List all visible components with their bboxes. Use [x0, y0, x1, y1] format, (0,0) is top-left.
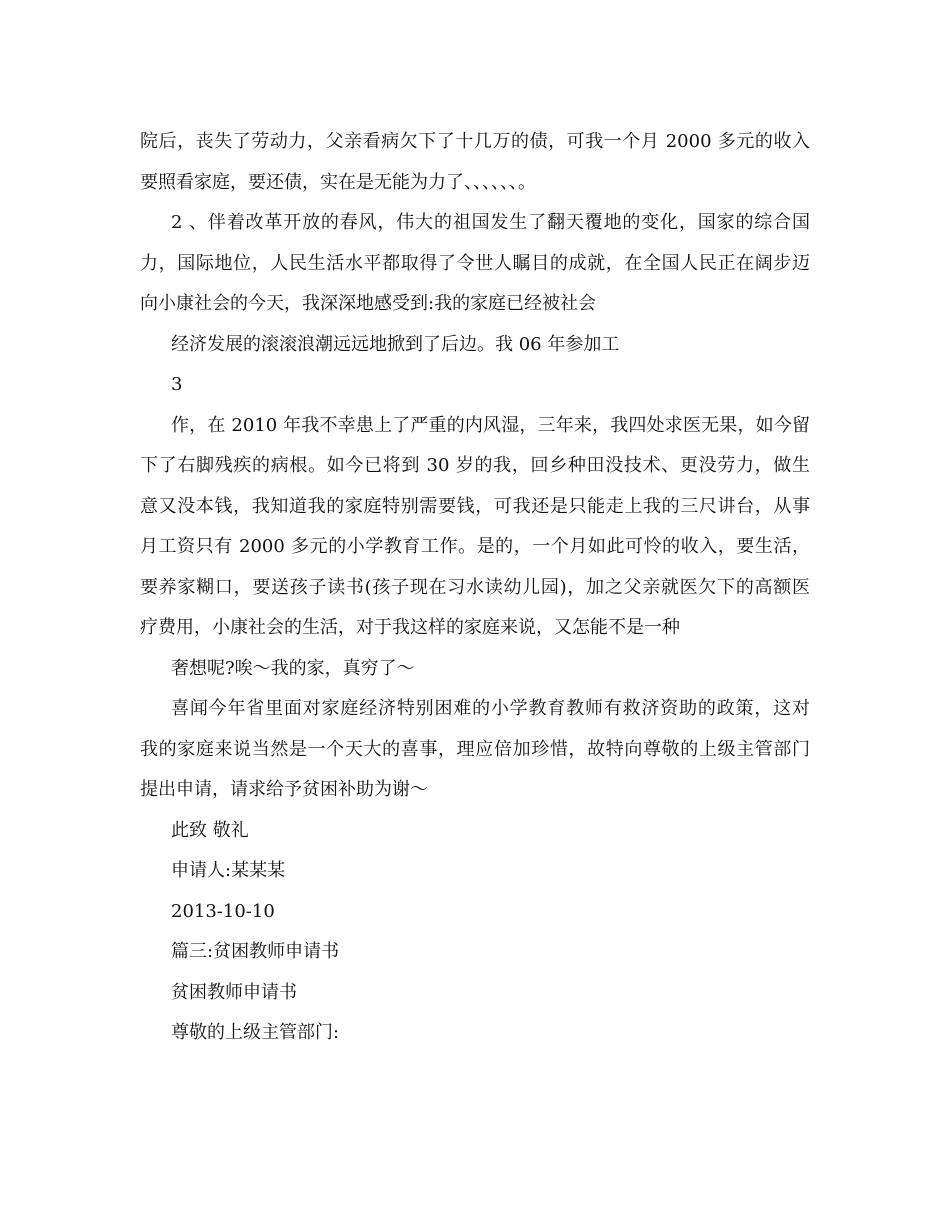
text-line: 提出申请，请求给予贫困补助为谢～ — [140, 779, 428, 800]
closing-salutation: 此致 敬礼 — [171, 819, 249, 841]
text-line: 我的家庭来说当然是一个天大的喜事，理应倍加珍惜，故特向尊敬的上级主管部门 — [140, 738, 810, 760]
letter-date: 2013-10-10 — [171, 900, 275, 922]
letter-title: 贫困教师申请书 — [171, 981, 297, 1003]
text-line: 力，国际地位，人民生活水平都取得了令世人瞩目的成就，在全国人民正在阔步迈 — [140, 252, 810, 274]
applicant-name: 申请人:某某某 — [171, 860, 286, 881]
text-line: 2 、伴着改革开放的春风，伟大的祖国发生了翻天覆地的变化，国家的综合国 — [171, 212, 810, 233]
text-line: 疗费用，小康社会的生活，对于我这样的家庭来说，又怎能不是一种 — [140, 617, 680, 638]
text-line: 作，在 2010 年我不幸患上了严重的内风湿，三年来，我四处求医无果，如今留 — [171, 414, 810, 436]
text-line: 喜闻今年省里面对家庭经济特别困难的小学教育教师有救济资助的政策，这对 — [171, 698, 810, 719]
section-heading: 篇三:贫困教师申请书 — [171, 941, 340, 962]
text-line: 院后，丧失了劳动力，父亲看病欠下了十几万的债，可我一个月 2000 多元的收入 — [140, 131, 810, 152]
text-line: 月工资只有 2000 多元的小学教育工作。是的，一个月如此可怜的收入，要生活， — [140, 536, 810, 557]
text-line: 要养家糊口，要送孩子读书(孩子现在习水读幼儿园)，加之父亲就医欠下的高额医 — [140, 576, 810, 598]
text-line: 奢想呢?唉～我的家，真穷了～ — [171, 657, 415, 679]
page-number-line: 3 — [171, 374, 183, 395]
document-body — [140, 122, 810, 1054]
text-line: 下了右脚残疾的病根。如今已将到 30 岁的我，回乡种田没技术、更没劳力，做生 — [140, 455, 810, 476]
text-line: 意又没本钱，我知道我的家庭特别需要钱，可我还是只能走上我的三尺讲台，从事 — [140, 495, 810, 517]
text-line: 要照看家庭，要还债，实在是无能为力了、、、、、、。 — [140, 171, 536, 193]
letter-greeting: 尊敬的上级主管部门: — [171, 1022, 340, 1043]
text-line: 向小康社会的今天，我深深地感受到:我的家庭已经被社会 — [140, 293, 597, 314]
text-line: 经济发展的滚滚浪潮远远地掀到了后边。我 06 年参加工 — [171, 333, 620, 355]
